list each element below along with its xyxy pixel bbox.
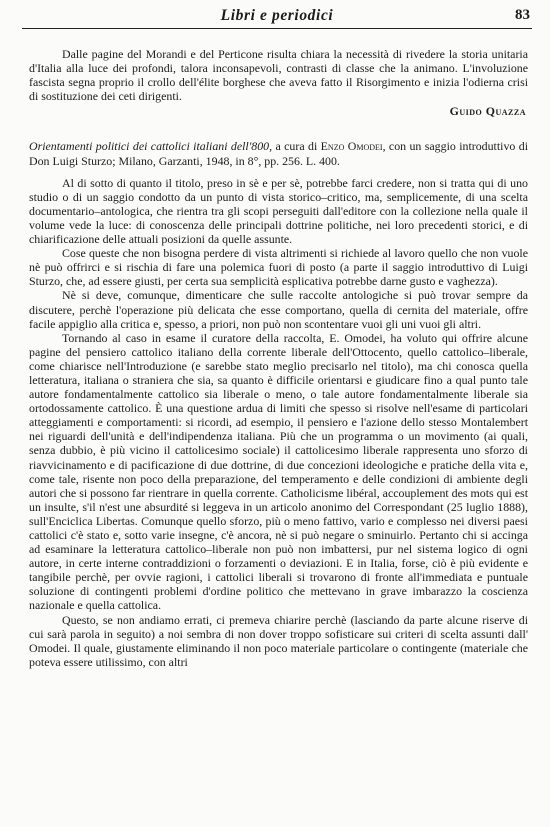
page-header xyxy=(22,6,532,29)
book-citation xyxy=(29,139,528,167)
book-editor: Enzo Omodei xyxy=(320,139,383,154)
book-details: , con un saggio introduttivo di Don Luigi Sturzo; Milano, Garzanti, 1948, in 8°, pp. 256. L. 400. xyxy=(29,139,528,168)
review-paragraph: Tornando al caso in esame il curatore della raccolta, E. Omodei, ha voluto qui offrire alcune pagine del pensiero cattolico italiano della corrente liberale dell'Ottocento, quello cattolico–liberale, come chiarisce nell'Introduzione (e sarebbe stato meglio precisarlo nel titolo), ma chi conosca quella letteratura, italiana o straniera che sia, sa quanto è difficile orientarsi e giudicare fino a qual punto tale autore fondamentalmente cattolico sia liberale o meno, o tale autore fondamentalmente liberale sia ortodossamente cattolico. È una questione ardua di limiti che spesso si risolve nell'esame di particolari atteggiamenti e comportamenti: si ricordi, ad esempio, il pensiero e l'azione dello stesso Montalembert nei riguardi dell'unità e dell'indipendenza italiana. Più che un programma o un movimento (ai quali, senza dubbio, è più vicino il cattolicesimo sociale) il cattolicesimo liberale rappresenta uno sforzo di riavvicinamento e di pacificazione di due dottrine, di due concezioni ideologiche e pratiche della vita e, come tale, risente non poco della preparazione, del temperamento e delle condizioni di ambiente degli autori che si possono far rientrare in quella corrente. Catholicisme libéral, accouplement des mots qui est un insulte, s'il n'est une absurdité si leggeva in un articolo anonimo del Correspondant (25 luglio 1888), sull'Enciclica Libertas. Comunque quello sforzo, più o meno fattivo, vario e complesso nei diversi paesi cattolici c'è stato e, sotto varie insegne, c'è ancora, nè si può negare o sminuirlo. Pertanto chi si accinga ad esaminare la letteratura cattolico–liberale non può non imbattersi, pur nel sistema logico di ogni autore, in certe interne contraddizioni o forzamenti o deviazioni. E in Italia, forse, ciò è più evidente e tangibile perchè, per ovvie ragioni, i cattolici liberali si trovarono di fronte all'immediata e puntuale soluzione di contingenti problemi d'ordine politico che mettevano in grave imbarazzo la coscienza nazionale e quella cattolica. xyxy=(29,330,528,613)
review-paragraph: Al di sotto di quanto il titolo, preso in sè e per sè, potrebbe farci credere, non si tratta qui di uno studio o di un saggio condotto da un punto di vista storico–critico, ma, semplicemente, di una scelta documentario–antologica, che rientra tra gli scopi perseguiti dall'editore con la collezione nella quale il volume vede la luce: di conoscenza delle principali dottrine politiche, nei loro precedenti storici, e di chiarificazione delle attuali posizioni da quelle assunte. xyxy=(29,175,528,247)
book-title: Orientamenti politici dei cattolici italiani dell'800, xyxy=(29,139,273,154)
review-paragraph: Nè si deve, comunque, dimenticare che sulle raccolte antologiche si può trovar sempre da discutere, perchè l'operazione più delicata che esse comportano, quella di cernita del materiale, offre facile appiglio alla critica e, spesso, a priori, non può non scontentare vuoi gli uni vuoi gli altri. xyxy=(29,288,528,331)
page-number: 83 xyxy=(515,7,530,23)
previous-review-conclusion: Dalle pagine del Morandi e del Perticone risulta chiara la necessità di rivedere la storia unitaria d'Italia alla luce dei profondi, talora inconsapevoli, contrasti di classe che la animano. L'involuzione fascista segna proprio il crollo dell'élite borghese che aveva fatto il Risorgimento e inizia l'odierna crisi di sostituzione dei ceti dirigenti. xyxy=(29,47,528,104)
running-title: Libri e periodici xyxy=(220,7,334,24)
review-paragraph: Cose queste che non bisogna perdere di vista altrimenti si richiede al lavoro quello che non vuole nè può offrirci e si rischia di fare una polemica fuori di posto (a parte il saggio introduttivo di Luigi Sturzo, che, ad essere giusti, per certa sua semplicità esplicativa potrebbe darne gusto e vaghezza). xyxy=(29,246,528,289)
page-body xyxy=(29,47,528,669)
review-paragraph: Questo, se non andiamo errati, ci premeva chiarire perchè (lasciando da parte alcune riserve di cui sarà parola in seguito) a noi sembra di non dover troppo sofisticare sui criteri di scelta assunti dall' Omodei. Il quale, giustamente eliminando il non poco materiale particolare o contingente (materiale che poteva essere utilissimo, con altri xyxy=(29,612,528,669)
book-by: a cura di xyxy=(272,139,321,154)
reviewer-signature: Guido Quazza xyxy=(449,104,526,119)
